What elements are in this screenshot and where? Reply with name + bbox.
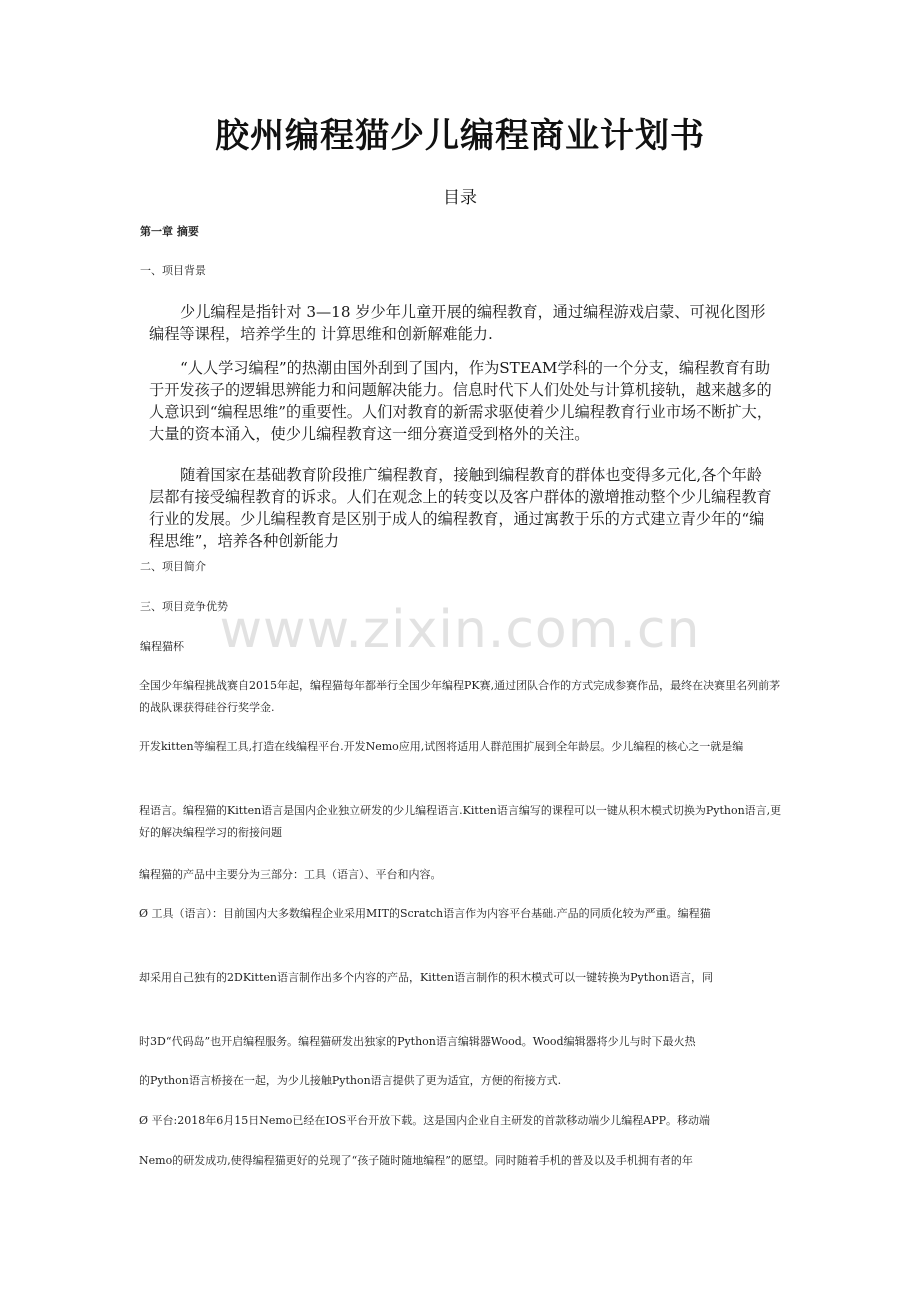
paragraph-language: 程语言。编程猫的Kitten语言是国内企业独立研发的少儿编程语言.Kitten语言编写的课程可以一键从积木模式切换为Python语言,更好的解决编程学习的衔接问题: [139, 804, 782, 839]
chapter-heading: 第一章 摘要: [140, 225, 199, 238]
paragraph-3d-island: 时3D“代码岛”也开启编程服务。编程猫研发出独家的Python语言编辑器Wood。Wood编辑器将少儿与时下最火热: [139, 1035, 696, 1048]
paragraph-intro: 少儿编程是指针对 3—18 岁少年儿童开展的编程教育，通过编程游戏启蒙、可视化图形编程等课程，培养学生的 计算思维和创新解难能力.: [149, 303, 766, 343]
paragraph-development: 随着国家在基础教育阶段推广编程教育，接触到编程教育的群体也变得多元化,各个年龄层都有接受编程教育的诉求。人们在观念上的转变以及客户群体的激增推动整个少儿编程教育行业的发展。少儿编程教育是区别于成人的编程教育，通过寓教于乐的方式建立青少年的“编程思维”，培养各种创新能力: [149, 466, 772, 550]
document-title: 胶州编程猫少儿编程商业计划书: [215, 116, 705, 156]
paragraph-nemo: Nemo的研发成功,使得编程猫更好的兑现了“孩子随时随地编程”的愿望。同时随着手机的普及以及手机拥有者的年: [139, 1154, 693, 1167]
section-heading-advantage: 三、项目竞争优势: [140, 600, 228, 613]
paragraph-2dkitten: 却采用自己独有的2DKitten语言制作出多个内容的产品，Kitten语言制作的积木模式可以一键转换为Python语言，同: [139, 971, 713, 984]
paragraph-products: 编程猫的产品中主要分为三部分：工具（语言）、平台和内容。: [139, 868, 442, 881]
paragraph-cup: 全国少年编程挑战赛自2015年起，编程猫每年都举行全国少年编程PK赛,通过团队合作的方式完成参赛作品，最终在决赛里名列前茅的战队课获得硅谷行奖学金.: [139, 679, 781, 714]
toc-heading: 目录: [443, 188, 477, 208]
subheading-cup: 编程猫杯: [140, 640, 184, 653]
section-heading-background: 一、项目背景: [140, 264, 206, 277]
paragraph-python-bridge: 的Python语言桥接在一起，为少儿接触Python语言提供了更为适宜，方便的衔接方式.: [139, 1074, 562, 1087]
section-heading-overview: 二、项目简介: [140, 560, 206, 573]
watermark: www.zixin.com.cn: [219, 600, 701, 660]
paragraph-trend: “人人学习编程”的热潮由国外刮到了国内，作为STEAM学科的一个分支，编程教育有助于开发孩子的逻辑思辨能力和问题解决能力。信息时代下人们处处与计算机接轨，越来越多的人意识到“编程思维”的重要性。人们对教育的新需求驱使着少儿编程教育行业市场不断扩大，大量的资本涌入，使少儿编程教育这一细分赛道受到格外的关注。: [149, 359, 773, 443]
paragraph-platform: Ø 平台:2018年6月15日Nemo已经在IOS平台开放下载。这是国内企业自主研发的首款移动端少儿编程APP。移动端: [139, 1114, 711, 1127]
paragraph-tool-language: Ø 工具（语言）：目前国内大多数编程企业采用MIT的Scratch语言作为内容平台基础.产品的同质化较为严重。编程猫: [139, 907, 711, 920]
paragraph-tools: 开发kitten等编程工具,打造在线编程平台.开发Nemo应用,试图将适用人群范围扩展到全年龄层。少儿编程的核心之一就是编: [139, 740, 744, 753]
